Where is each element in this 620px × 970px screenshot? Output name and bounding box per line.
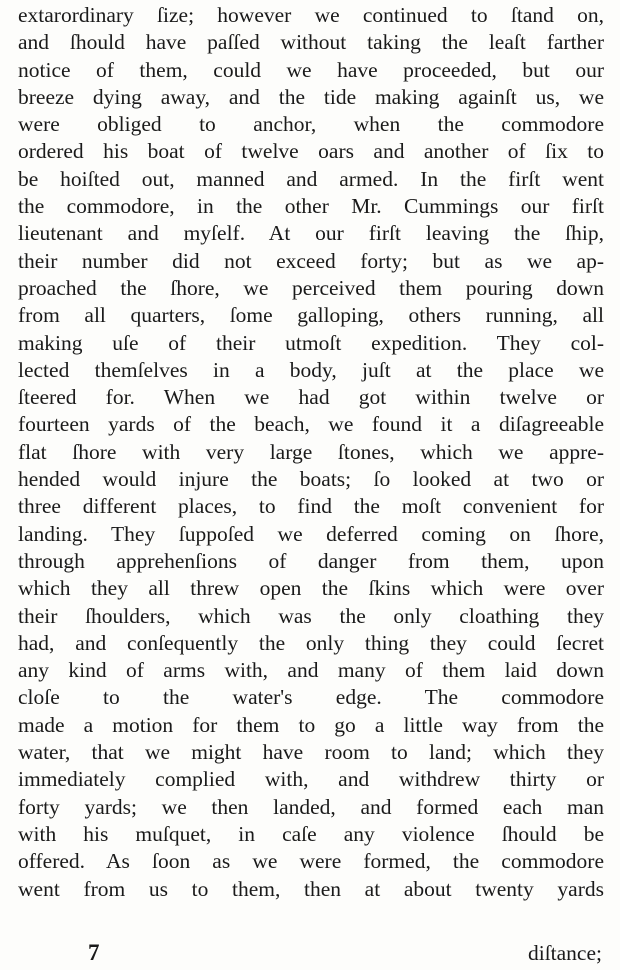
text-line: landing. They ſuppoſed we deferred coming on ſhore, bbox=[18, 521, 604, 546]
text-line: three different places, to find the moſt convenient for bbox=[18, 494, 604, 519]
text-line: any kind of arms with, and many of them laid down bbox=[18, 658, 604, 683]
text-line: immediately complied with, and withdrew thirty or bbox=[18, 767, 604, 792]
text-line: cloſe to the water's edge. The commodore bbox=[18, 685, 604, 710]
text-line: which they all threw open the ſkins which were over bbox=[18, 576, 604, 601]
page-footer bbox=[18, 938, 604, 968]
text-line: made a motion for them to go a little way from the bbox=[18, 712, 604, 737]
text-line: had, and conſequently the only thing they could ſecret bbox=[18, 630, 604, 655]
signature-mark: 7 bbox=[88, 940, 100, 965]
text-line: be hoiſted out, manned and armed. In the firſt went bbox=[18, 166, 604, 191]
text-line: proached the ſhore, we perceived them pouring down bbox=[18, 275, 604, 300]
text-line: extarordinary ſize; however we continued to ſtand on, bbox=[18, 3, 604, 27]
text-line: ſteered for. When we had got within twelve or bbox=[18, 385, 604, 410]
text-line: offered. As ſoon as we were formed, the commodore bbox=[18, 849, 604, 874]
text-line: water, that we might have room to land; which they bbox=[18, 740, 604, 765]
text-line: fourteen yards of the beach, we found it a diſagreeable bbox=[18, 412, 604, 437]
catchword: diſtance; bbox=[527, 941, 602, 965]
text-line: hended would injure the boats; ſo looked at two or bbox=[18, 467, 604, 492]
text-line: lieutenant and myſelf. At our firſt leaving the ſhip, bbox=[18, 221, 604, 246]
text-line: were obliged to anchor, when the commodore bbox=[18, 112, 604, 137]
text-line: with his muſquet, in caſe any violence ſhould be bbox=[18, 821, 604, 846]
text-line: flat ſhore with very large ſtones, which we appre- bbox=[18, 439, 604, 464]
text-line: forty yards; we then landed, and formed each man bbox=[18, 794, 604, 819]
text-line: through apprehenſions of danger from them, upon bbox=[18, 548, 604, 573]
text-line: ordered his boat of twelve oars and another of ſix to bbox=[18, 139, 604, 164]
text-line: notice of them, could we have proceeded, but our bbox=[18, 57, 604, 82]
text-line: from all quarters, ſome galloping, others running, all bbox=[18, 303, 604, 328]
text-line: lected themſelves in a body, juſt at the place we bbox=[18, 357, 604, 382]
text-line: their ſhoulders, which was the only cloathing they bbox=[18, 603, 604, 628]
text-line: went from us to them, then at about twenty yards bbox=[18, 876, 604, 901]
text-line: their number did not exceed forty; but as we ap- bbox=[18, 248, 604, 273]
page-body-text bbox=[18, 2, 604, 903]
text-line: breeze dying away, and the tide making againſt us, we bbox=[18, 84, 604, 109]
text-line: making uſe of their utmoſt expedition. They col- bbox=[18, 330, 604, 355]
text-line: and ſhould have paſſed without taking the leaſt farther bbox=[18, 30, 604, 55]
text-line: the commodore, in the other Mr. Cummings our firſt bbox=[18, 194, 604, 219]
